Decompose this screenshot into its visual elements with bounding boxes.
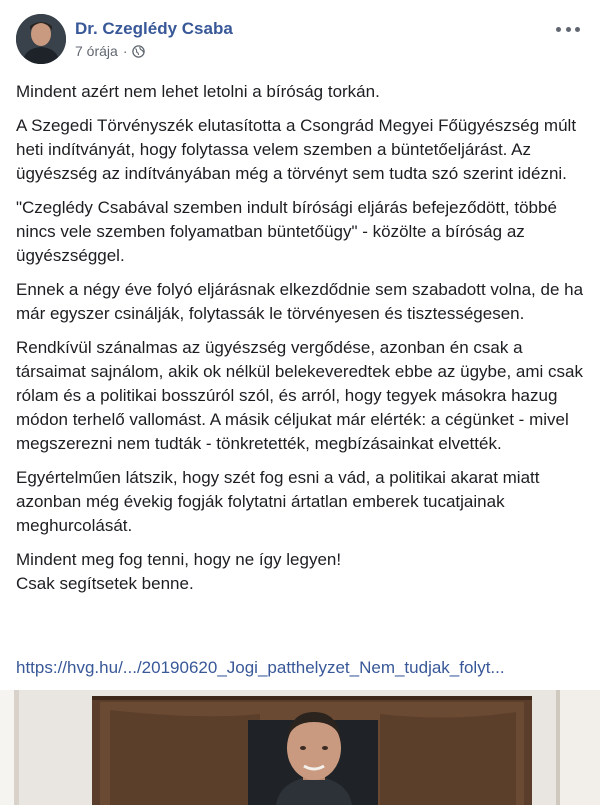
post-closing: [16, 548, 586, 596]
post-paragraph: Egyértelműen látszik, hogy szét fog esni a vád, a politikai akarat miatt azonban még évekig fogják folytatni ártatlan emberek tucatjainak meghurcolását.: [16, 468, 540, 535]
post-paragraph: A Szegedi Törvényszék elutasította a Csongrád Megyei Főügyészség múlt heti indítványát, hogy folytassa velem szemben a büntetőeljárást. Az ügyészség az indítványában még a törvényt sem tudta szó szerint idézni.: [16, 116, 577, 183]
meta-separator: ·: [122, 43, 128, 59]
post-body: [16, 80, 586, 606]
article-link[interactable]: https://hvg.hu/.../20190620_Jogi_patthelyzet_Nem_tudjak_folyt...: [16, 658, 505, 677]
post-paragraph: Mindent azért nem lehet letolni a bíróság torkán.: [16, 82, 380, 101]
post-paragraph: "Czeglédy Csabával szemben indult bírósági eljárás befejeződött, többé nincs vele szemben folyamatban büntetőügy" - közölte a bíróság az ügyészséggel.: [16, 198, 557, 265]
post-time[interactable]: 7 órája: [75, 43, 118, 59]
post-meta: [75, 43, 145, 59]
globe-icon: [132, 45, 145, 58]
post-paragraph: Rendkívül szánalmas az ügyészség vergődése, azonban én csak a társaimat sajnálom, akik ok nélkül belekeveredtek ebbe az ügybe, ami csak rólam és a politikai bosszúról szól, és arról, hogy tegyek másokra hazug módon terhelő vallomást. A másik céljukat már elérték: a cégünket - mivel megszerezni nem tudták - tönkretették, megbízásainkat elvették.: [16, 338, 583, 453]
more-options-icon[interactable]: [556, 24, 580, 34]
closing-line: Csak segítsetek benne.: [16, 574, 194, 593]
post-header: [16, 14, 584, 68]
closing-line: Mindent meg fog tenni, hogy ne így legyen!: [16, 550, 342, 569]
post-paragraph: Ennek a négy éve folyó eljárásnak elkezdődnie sem szabadott volna, de ha már egyszer csinálják, folytassák le törvényesen és tisztességesen.: [16, 280, 584, 323]
author-name[interactable]: Dr. Czeglédy Csaba: [75, 19, 233, 38]
post-photo[interactable]: [0, 690, 600, 805]
author-avatar[interactable]: [16, 14, 66, 64]
